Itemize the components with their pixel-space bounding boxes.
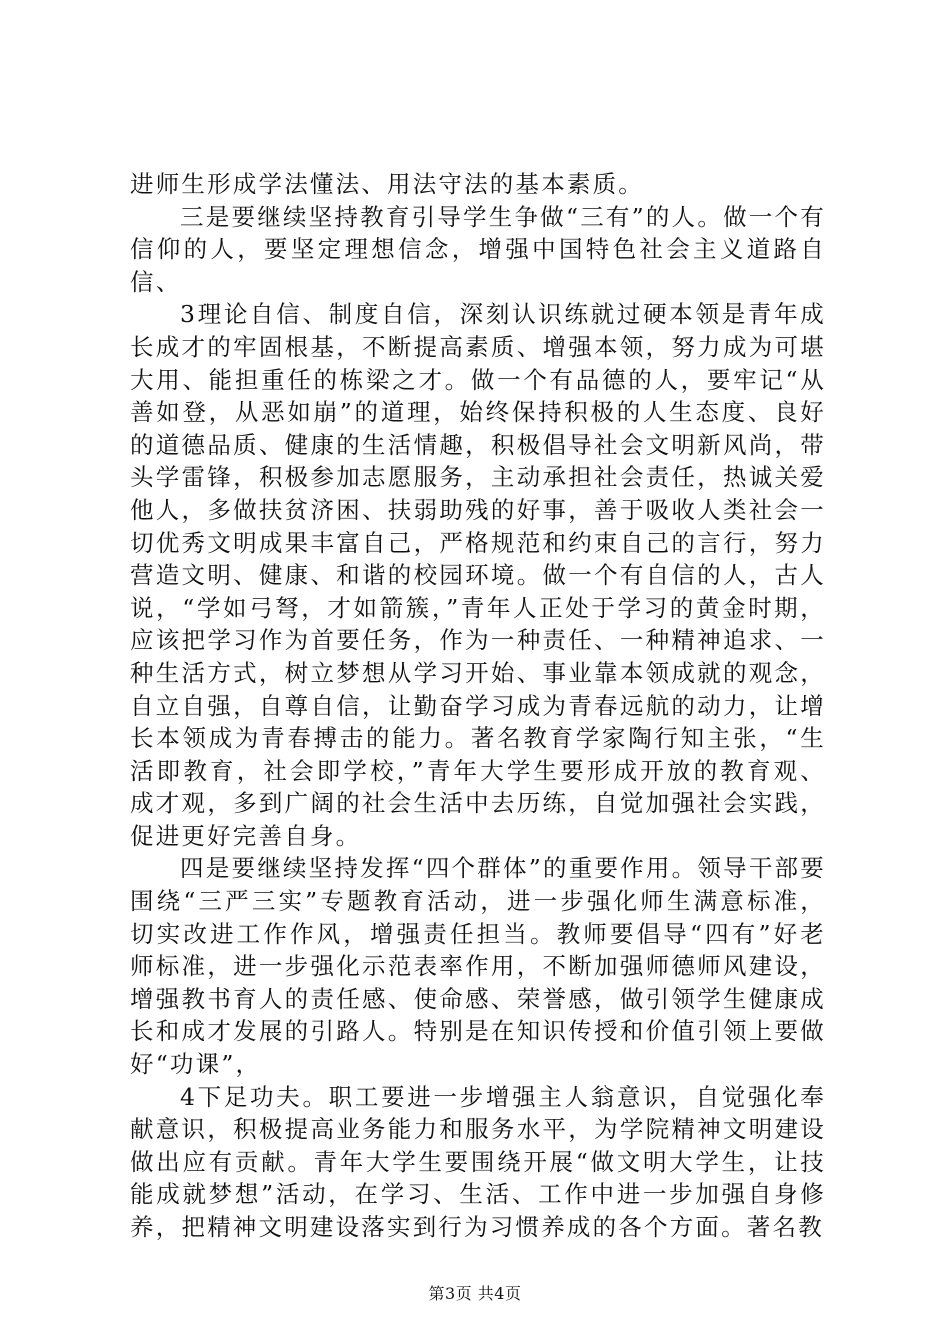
paragraph-effort: 4下足功夫。职工要进一步增强主人翁意识，自觉强化奉献意识，积极提高业务能力和服务水平，为学院精神文明建设做出应有贡献。青年大学生要围绕开展“做文明大学生，让技能成就梦想”活动，在学习、生活、工作中进一步加强自身修养，把精神文明建设落实到行为习惯养成的各个方面。著名教 bbox=[130, 1082, 826, 1241]
paragraph-point-three: 三是要继续坚持教育引导学生争做“三有”的人。做一个有信仰的人，要坚定理想信念，增强中国特色社会主义道路自信、 bbox=[130, 202, 826, 296]
document-body bbox=[130, 168, 826, 1244]
paragraph-continuation: 进师生形成学法懂法、用法守法的基本素质。 bbox=[130, 170, 644, 198]
paragraph-point-four: 四是要继续坚持发挥“四个群体”的重要作用。领导干部要围绕“三严三实”专题教育活动，进一步强化师生满意标准，切实改进工作作风，增强责任担当。教师要倡导“四有”好老师标准，进一步强化示范表率作用，不断加强师德师风建设，增强教书育人的责任感、使命感、荣誉感，做引领学生健康成长和成才发展的引路人。特别是在知识传授和价值引领上要做好“功课”， bbox=[130, 854, 826, 1079]
paragraph-confidence: 3理论自信、制度自信，深刻认识练就过硬本领是青年成长成才的牢固根基，不断提高素质、增强本领，努力成为可堪大用、能担重任的栋梁之才。做一个有品德的人，要牢记“从善如登，从恶如崩”的道理，始终保持积极的人生态度、良好的道德品质、健康的生活情趣，积极倡导社会文明新风尚，带头学雷锋，积极参加志愿服务，主动承担社会责任，热诚关爱他人，多做扶贫济困、扶弱助残的好事，善于吸收人类社会一切优秀文明成果丰富自己，严格规范和约束自己的言行，努力营造文明、健康、和谐的校园环境。做一个有自信的人，古人说，“学如弓弩，才如箭簇，”青年人正处于学习的黄金时期，应该把学习作为首要任务，作为一种责任、一种精神追求、一种生活方式，树立梦想从学习开始、事业靠本领成就的观念，自立自强，自尊自信，让勤奋学习成为青春远航的动力，让增长本领成为青春搏击的能力。著名教育学家陶行知主张，“生活即教育，社会即学校，”青年大学生要形成开放的教育观、成才观，多到广阔的社会生活中去历练，自觉加强社会实践，促进更好完善自身。 bbox=[130, 300, 826, 850]
page-number-footer: 第3页 共4页 bbox=[428, 1284, 522, 1303]
